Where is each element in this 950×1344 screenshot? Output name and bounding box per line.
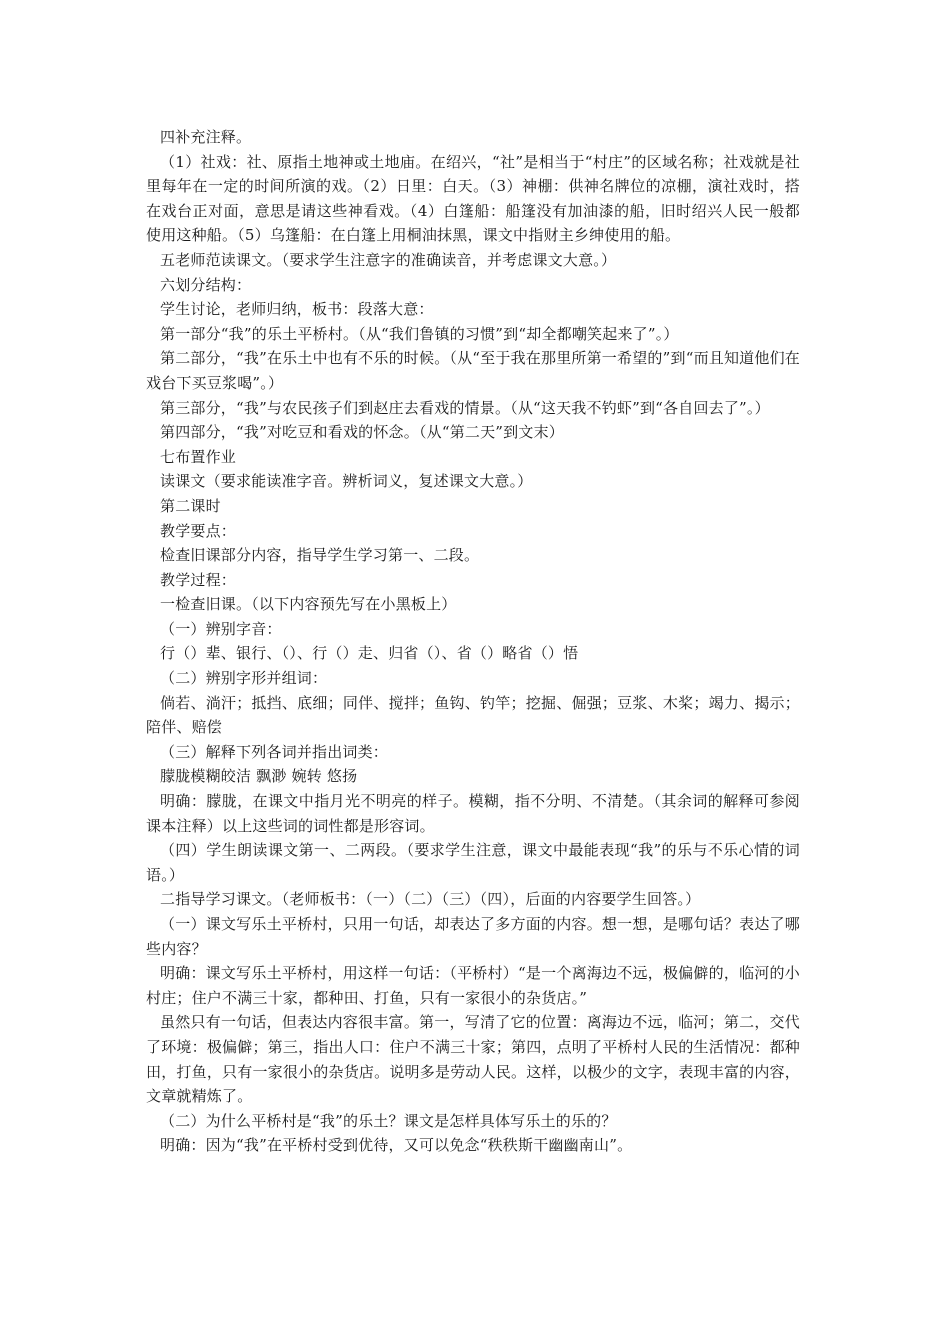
paragraph-section-6-heading: 六划分结构： [160, 275, 252, 294]
paragraph-part-2: 第二部分，“我”在乐土中也有不乐的时候。（从“至于我在那里所第一希望的”到“而且知道他们在戏台下买豆浆喝”。） [146, 349, 800, 392]
paragraph-part-1: 第一部分“我”的乐土平桥村。（从“我们鲁镇的习惯”到“却全都嘲笑起来了”。） [160, 324, 679, 343]
paragraph-answer-1-detail: 虽然只有一句话，但表达内容很丰富。第一，写清了它的位置：离海边不远，临河；第二，交代了环境：极偏僻；第三，指出人口：住户不满三十家；第四，点明了平桥村人民的生活情况：都种田，打鱼，只有一家很小的杂货店。说明多是劳动人民。这样，以极少的文字，表现丰富的内容，文章就精炼了。 [146, 1013, 800, 1106]
paragraph-section-4-heading: 四补充注释。 [160, 128, 252, 146]
paragraph-question-1: （一）课文写乐土平桥村，只用一句话，却表达了多方面的内容。想一想，是哪句话？表达了哪些内容？ [146, 915, 800, 958]
paragraph-pronunciation-items: 行（）辈、银行、（）、行（）走、归省（）、省（）略省（）悟 [160, 644, 579, 663]
paragraph-discussion: 学生讨论，老师归纳，板书：段落大意： [160, 300, 434, 319]
paragraph-key-points: 检查旧课部分内容，指导学生学习第一、二段。 [160, 546, 480, 565]
paragraph-glyph-heading: （二）辨别字形并组词： [160, 669, 328, 688]
paragraph-vocab-heading: （三）解释下列各词并指出词类： [160, 742, 389, 761]
paragraph-section-7-heading: 七布置作业 [160, 447, 237, 466]
paragraph-section-5-heading: 五老师范读课文。（要求学生注意字的准确读音，并考虑课文大意。） [160, 250, 617, 269]
paragraph-part-3: 第三部分，“我”与农民孩子们到赵庄去看戏的情景。（从“这天我不钓虾”到“各自回去了”。） [160, 398, 770, 417]
paragraph-homework: 读课文（要求能读准字音。辨析词义，复述课文大意。） [160, 472, 533, 491]
paragraph-glyph-items: 倘若、淌汗；抵挡、底细；同伴、搅拌；鱼钩、钓竿；挖掘、倔强；豆浆、木桨；竭力、揭示；陪伴、赔偿 [146, 693, 800, 737]
paragraph-answer-2: 明确：因为“我”在平桥村受到优待，又可以免念“秩秩斯干幽幽南山”。 [160, 1136, 633, 1155]
paragraph-review-heading: 一检查旧课。（以下内容预先写在小黑板上） [160, 595, 457, 614]
paragraph-vocab-answer: 明确：朦胧，在课文中指月光不明亮的样子。模糊，指不分明、不清楚。（其余词的解释可参阅课本注释）以上这些词的词性都是形容词。 [146, 792, 800, 835]
paragraph-pronunciation-heading: （一）辨别字音： [160, 619, 282, 638]
paragraph-annotations: （1）社戏：社、原指土地神或土地庙。在绍兴，“社”是相当于“村庄”的区域名称；社戏就是社里每年在一定的时间所演的戏。（2）日里：白天。（3）神棚：供神名牌位的凉棚，演社戏时，搭在戏台正对面，意思是请这些神看戏。（4）白篷船：船篷没有加油漆的船，旧时绍兴人民一般都使用这种船。（5）乌篷船：在白篷上用桐油抹黑，课文中指财主乡绅使用的船。 [146, 152, 800, 245]
paragraph-part-4: 第四部分，“我”对吃豆和看戏的怀念。（从“第二天”到文末） [160, 423, 564, 442]
paragraph-answer-1: 明确：课文写乐土平桥村，用这样一句话：（平桥村）“是一个离海边不远，极偏僻的，临河的小村庄；住户不满三十家，都种田、打鱼，只有一家很小的杂货店。” [146, 964, 800, 1007]
paragraph-reading-task: （四）学生朗读课文第一、二两段。（要求学生注意，课文中最能表现“我”的乐与不乐心情的词语。） [146, 841, 800, 884]
paragraph-lesson-2-heading: 第二课时 [160, 496, 221, 515]
paragraph-guided-study-heading: 二指导学习课文。（老师板书：（一）（二）（三）（四），后面的内容要学生回答。） [160, 890, 701, 909]
paragraph-vocab-items: 朦胧模糊皎洁 飘渺 婉转 悠扬 [160, 767, 358, 786]
paragraph-process-heading: 教学过程： [160, 570, 237, 589]
paragraph-key-points-heading: 教学要点： [160, 521, 237, 540]
paragraph-question-2: （二）为什么平桥村是“我”的乐土？课文是怎样具体写乐土的乐的？ [160, 1111, 617, 1130]
